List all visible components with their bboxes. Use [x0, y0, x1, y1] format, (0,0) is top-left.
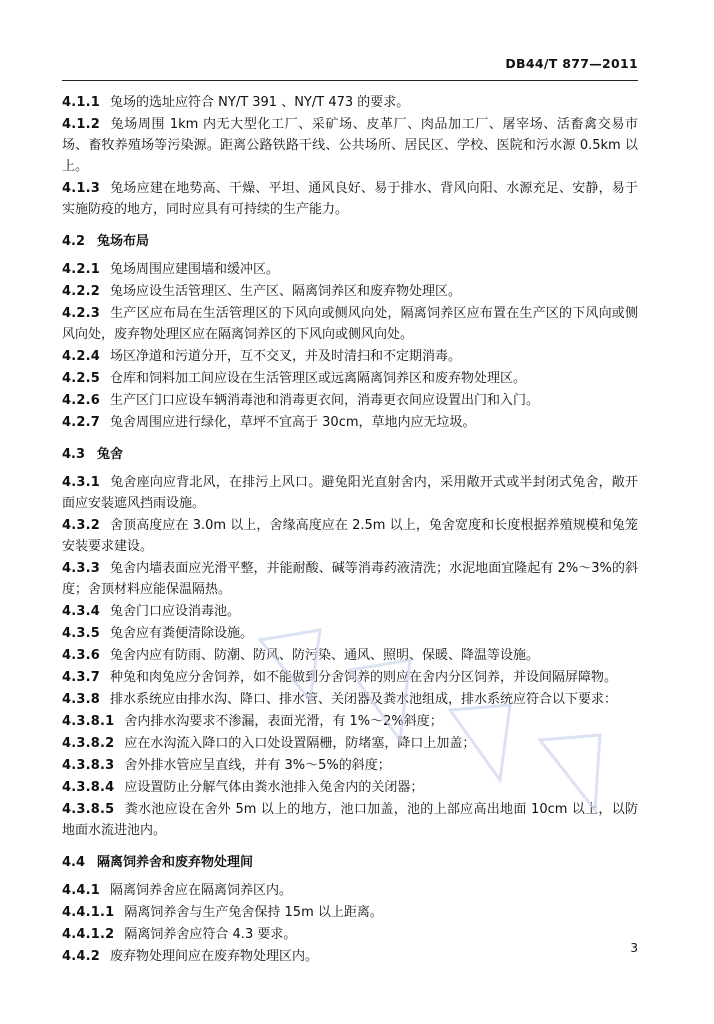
clause-paragraph	[62, 902, 638, 923]
clause-paragraph	[62, 281, 638, 302]
section-heading	[62, 231, 638, 252]
page-number: 3	[630, 941, 638, 955]
clause-text: 兔场应设生活管理区、生产区、隔离饲养区和废弃物处理区。	[110, 284, 462, 299]
section-heading	[62, 852, 638, 873]
clause-text: 生产区应布局在生活管理区的下风向或侧风向处，隔离饲养区应布置在生产区的下风向或侧风向处，废弃物处理区应在隔离饲养区的下风向或侧风向处。	[62, 306, 638, 342]
clause-number: 4.3.6	[62, 648, 101, 663]
document-body	[62, 92, 638, 968]
clause-text: 兔场布局	[97, 234, 150, 249]
clause-paragraph	[62, 114, 638, 177]
clause-text: 兔场周围 1km 内无大型化工厂、采矿场、皮革厂、肉品加工厂、屠宰场、活畜禽交易市场、畜牧养殖场等污染源。距离公路铁路干线、公共场所、居民区、学校、医院和污水源 0.5km 以上。	[62, 117, 638, 174]
clause-number: 4.3.7	[62, 670, 101, 685]
clause-number: 4.2.5	[62, 371, 101, 386]
clause-text: 场区净道和污道分开，互不交叉，并及时清扫和不定期消毒。	[110, 349, 462, 364]
clause-number: 4.4.1	[62, 883, 101, 898]
clause-number: 4.3.2	[62, 518, 101, 533]
header-divider	[62, 80, 638, 81]
clause-number: 4.2.1	[62, 262, 101, 277]
clause-number: 4.3.8	[62, 692, 101, 707]
clause-paragraph	[62, 645, 638, 666]
clause-number: 4.3.8.1	[62, 714, 115, 729]
clause-text: 舍顶高度应在 3.0m 以上，舍缘高度应在 2.5m 以上，兔舍宽度和长度根据养殖规模和兔笼安装要求建设。	[62, 518, 638, 554]
clause-number: 4.1.1	[62, 95, 101, 110]
clause-paragraph	[62, 558, 638, 600]
clause-paragraph	[62, 259, 638, 280]
clause-text: 兔舍周围应进行绿化，草坪不宜高于 30cm，草地内应无垃圾。	[110, 415, 476, 430]
clause-paragraph	[62, 390, 638, 411]
clause-text: 隔离饲养舍和废弃物处理间	[97, 855, 254, 870]
clause-number: 4.3.1	[62, 475, 101, 490]
clause-number: 4.2.2	[62, 284, 101, 299]
clause-paragraph	[62, 755, 638, 776]
clause-text: 隔离饲养舍与生产兔舍保持 15m 以上距离。	[124, 905, 383, 920]
clause-paragraph	[62, 92, 638, 113]
clause-number: 4.2.3	[62, 306, 101, 321]
clause-number: 4.3	[62, 447, 86, 462]
clause-paragraph	[62, 777, 638, 798]
clause-paragraph	[62, 946, 638, 967]
clause-number: 4.1.2	[62, 117, 101, 132]
clause-text: 种兔和肉兔应分舍饲养，如不能做到分舍饲养的则应在舍内分区饲养，并设间隔屏障物。	[110, 670, 618, 685]
clause-paragraph	[62, 733, 638, 754]
clause-paragraph	[62, 303, 638, 345]
clause-paragraph	[62, 711, 638, 732]
clause-text: 排水系统应由排水沟、降口、排水管、关闭器及粪水池组成，排水系统应符合以下要求：	[110, 692, 618, 707]
clause-text: 应设置防止分解气体由粪水池排入兔舍内的关闭器；	[124, 780, 424, 795]
clause-number: 4.4	[62, 855, 86, 870]
clause-paragraph	[62, 178, 638, 220]
clause-number: 4.2	[62, 234, 86, 249]
clause-number: 4.4.2	[62, 949, 101, 964]
clause-number: 4.4.1.1	[62, 905, 115, 920]
clause-text: 兔舍	[97, 447, 124, 462]
clause-paragraph	[62, 667, 638, 688]
clause-paragraph	[62, 368, 638, 389]
clause-text: 兔舍门口应设消毒池。	[110, 604, 241, 619]
clause-text: 粪水池应设在舍外 5m 以上的地方，池口加盖，池的上部应高出地面 10cm 以上，以防地面水流进池内。	[62, 802, 638, 838]
clause-number: 4.3.8.5	[62, 802, 115, 817]
clause-paragraph	[62, 924, 638, 945]
clause-text: 隔离饲养舍应符合 4.3 要求。	[124, 927, 297, 942]
clause-text: 仓库和饲料加工间应设在生活管理区或远离隔离饲养区和废弃物处理区。	[110, 371, 527, 386]
clause-text: 兔场周围应建围墙和缓冲区。	[110, 262, 280, 277]
clause-number: 4.2.4	[62, 349, 101, 364]
clause-paragraph	[62, 689, 638, 710]
clause-number: 4.3.3	[62, 561, 101, 576]
clause-number: 4.4.1.2	[62, 927, 115, 942]
clause-paragraph	[62, 346, 638, 367]
section-heading	[62, 444, 638, 465]
clause-text: 应在水沟流入降口的入口处设置隔栅，防堵塞，降口上加盖；	[124, 736, 476, 751]
clause-number: 4.3.8.4	[62, 780, 115, 795]
clause-paragraph	[62, 412, 638, 433]
clause-paragraph	[62, 601, 638, 622]
clause-number: 4.2.7	[62, 415, 101, 430]
clause-number: 4.3.8.2	[62, 736, 115, 751]
clause-text: 生产区门口应设车辆消毒池和消毒更衣间，消毒更衣间应设置出门和入门。	[110, 393, 540, 408]
clause-number: 4.1.3	[62, 181, 101, 196]
clause-text: 兔舍内墙表面应光滑平整，并能耐酸、碱等消毒药液清洗；水泥地面宜隆起有 2%～3%的斜度；舍顶材料应能保温隔热。	[62, 561, 638, 597]
clause-paragraph	[62, 472, 638, 514]
clause-text: 兔场的选址应符合 NY/T 391 、NY/T 473 的要求。	[110, 95, 410, 110]
clause-text: 兔场应建在地势高、干燥、平坦、通风良好、易于排水、背风向阳、水源充足、安静，易于实施防疫的地方，同时应具有可持续的生产能力。	[62, 181, 638, 217]
clause-text: 舍内排水沟要求不渗漏，表面光滑，有 1%～2%斜度；	[124, 714, 443, 729]
clause-number: 4.3.4	[62, 604, 101, 619]
clause-text: 隔离饲养舍应在隔离饲养区内。	[110, 883, 293, 898]
clause-text: 兔舍座向应背北风，在排污上风口。避兔阳光直射舍内，采用敞开式或半封闭式兔舍，敞开面应安装遮风挡雨设施。	[62, 475, 638, 511]
clause-text: 兔舍内应有防雨、防潮、防风、防污染、通风、照明、保暖、降温等设施。	[110, 648, 540, 663]
clause-number: 4.3.8.3	[62, 758, 115, 773]
clause-number: 4.3.5	[62, 626, 101, 641]
clause-paragraph	[62, 880, 638, 901]
clause-text: 废弃物处理间应在废弃物处理区内。	[110, 949, 319, 964]
clause-number: 4.2.6	[62, 393, 101, 408]
clause-paragraph	[62, 515, 638, 557]
standard-code: DB44/T 877—2011	[505, 56, 638, 71]
clause-text: 兔舍应有粪便清除设施。	[110, 626, 254, 641]
clause-paragraph	[62, 799, 638, 841]
clause-paragraph	[62, 623, 638, 644]
clause-text: 舍外排水管应呈直线，并有 3%～5%的斜度；	[124, 758, 391, 773]
